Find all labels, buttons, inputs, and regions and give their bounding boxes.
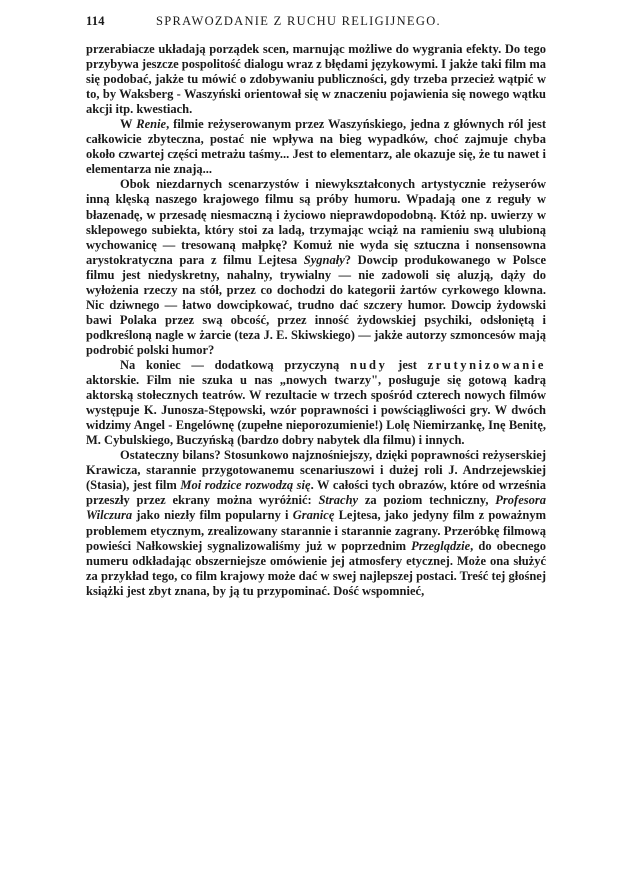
paragraph	[86, 42, 546, 117]
running-header	[86, 14, 546, 32]
text-run: W	[120, 117, 137, 132]
italic-title: Sygnały	[303, 252, 345, 267]
paragraph	[86, 177, 546, 358]
spaced-emphasis: nudy	[349, 357, 388, 372]
text-run: . W całości tych obrazów, które od września przeszły przez ekrany można wyróżnić:	[86, 478, 547, 508]
page-number: 114	[86, 14, 105, 28]
text-run: aktorskie. Film nie szuka u nas „nowych twarzy", posługuje się gotową kadrą aktorską stołecznych teatrów. W rezultacie w trzech spośród czterech nowych filmów występuje K. Junosza-Stępowski, wzór poprawności i powściągliwości gry. W dwóch widzimy Angel - Engelównę (zupełne nieporozumienie!) Lolę Niemirzankę, Inę Benitę, M. Cybulskiego, Buczyńską (bardzo dobry nabytek dla filmu) i innych.	[86, 373, 546, 448]
italic-title: Granicę	[292, 508, 335, 523]
spaced-emphasis: zrutynizowanie	[427, 357, 546, 372]
text-run: , filmie reżyserowanym przez Waszyńskiego, jedna z głównych ról jest całkowicie zbyteczna, postać nie wpływa na bieg wypadków, choć zajmuje chyba około czwartej części metrażu taśmy... Jest to elementarz, ale okazuje się, że tu nawet i elementarza nie znają...	[86, 117, 546, 177]
italic-title: Strachy	[318, 493, 359, 508]
paragraph	[86, 117, 546, 177]
text-run: ? Dowcip produkowanego w Polsce filmu jest niedyskretny, nahalny, trywialny — nie zadowoli się aluzją, dąży do wyłożenia rzeczy na stół, przez co dochodzi do kategorii żartów cyrkowego klowna. Nic dziwnego — łatwo dowcipkować, trudno dać szczery humor. Dowcip żydowski bawi Polaka przez swą obcość, przez inność żydowskiej psychiki, odsłoniętą i podkreśloną nagle w żarcie (teza J. E. Skiwskiego) — jakże autorzy szmoncesów mają podrobić polski humor?	[86, 252, 546, 357]
text-run: jest	[387, 357, 428, 372]
italic-title: Renie	[136, 117, 167, 132]
text-run: Lejtesa, jako jedyny film z poważnym problemem etycznym, zrealizowany starannie i starannie zagrany. Przeróbkę filmową powieści Nałkowskiej sygnalizowaliśmy już w poprzednim	[86, 508, 546, 553]
text-run: za poziom techniczny,	[358, 493, 496, 508]
text-run: Ostateczny bilans? Stosunkowo najznośniejszy, dzięki poprawności reżyserskiej Krawicza, starannie przygotowanemu scenariuszowi i dużej roli J. Andrzejewskiej (Stasia), jest film	[86, 448, 546, 493]
italic-title: Profesora Wilczura	[86, 493, 546, 523]
text-run: przerabiacze układają porządek scen, marnując możliwe do wygrania efekty. Do tego przybywa jeszcze pospolitość dialogu wraz z błędami językowymi. I jakże taki film ma się podobać, jakże tu mówić o zdobywaniu publiczności, gdy trzeba przecież wątpić w to, by Waksberg - Waszyński orientował się w znaczeniu pojawienia się nowego wątku akcji itp. kwestiach.	[86, 42, 547, 117]
text-body	[86, 42, 546, 599]
text-run: Na koniec — dodatkową przyczyną	[120, 357, 350, 372]
text-run: jako niezły film popularny i	[132, 508, 293, 523]
italic-title: Przeglądzie	[411, 538, 471, 553]
paragraph	[86, 448, 546, 598]
text-run: Obok niezdarnych scenarzystów i niewykształconych artystycznie reżyserów inną klęską naszego krajowego filmu są próby humoru. Wpadają one z reguły w błazenadę, w przesadę niesmaczną i życiowo nieprawdopodobną. Któż np. uwierzy w sklepowego subiekta, który stoi za ladą, trzymając wciąż na ramieniu swą ulubioną wychowanicę — tresowaną małpkę? Komuż nie wyda się sztuczna i nonsensowna arystokratyczna para z filmu Lejtesa	[86, 177, 546, 267]
text-run: , do obecnego numeru odkładając obszerniejsze omówienie jej atmosfery etycznej. Może ona służyć za przykład tego, co film krajowy może dać w swej najlepszej postaci. Treść tej głośnej książki jest zbyt znana, by ją tu przypominać. Dość wspomnieć,	[86, 538, 547, 598]
italic-title: Moi rodzice rozwodzą się	[180, 478, 311, 493]
running-title: SPRAWOZDANIE Z RUCHU RELIGIJNEGO.	[156, 14, 441, 28]
paragraph	[86, 358, 546, 448]
